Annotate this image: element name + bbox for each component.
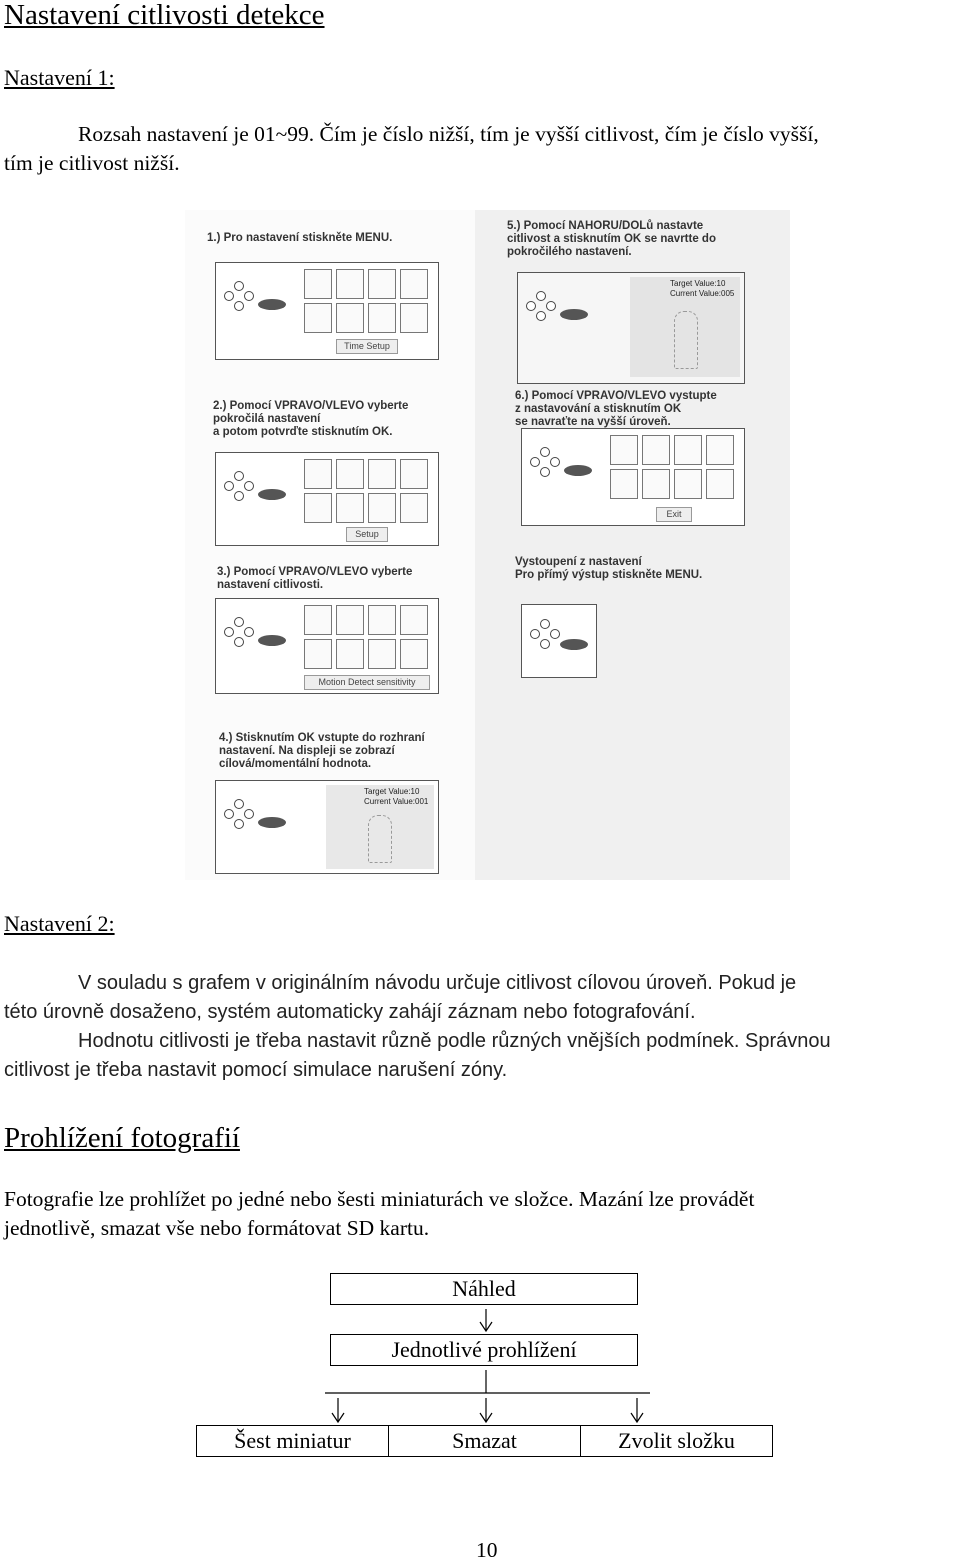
flow-box-delete: Smazat — [388, 1425, 580, 1457]
current-value: Current Value:005 — [670, 289, 735, 298]
target-value: Target Value:10 — [670, 279, 726, 288]
page-number: 10 — [476, 1538, 498, 1562]
menu-label: Time Setup — [336, 339, 398, 354]
setting2-line1: V souladu s grafem v originálním návodu určuje citlivost cílovou úroveň. Pokud je — [78, 972, 797, 994]
step-1-text: 1.) Pro nastavení stiskněte MENU. — [207, 232, 393, 244]
flow-box-six-thumbnails: Šest miniatur — [196, 1425, 388, 1457]
setting2-line4: citlivost je třeba nastavit pomocí simulace narušení zóny. — [4, 1059, 508, 1081]
step-4-text: 4.) Stisknutím OK vstupte do rozhraní nastavení. Na displeji se zobrazí cílová/momentální hodnota. — [219, 732, 425, 770]
setting1-text-line2: tím je citlivost nižší. — [4, 151, 180, 175]
menu-label: Motion Detect sensitivity — [304, 675, 430, 690]
flow-box-preview: Náhled — [330, 1273, 638, 1305]
photos-line1: Fotografie lze prohlížet po jedné nebo šesti miniaturách ve složce. Mazání lze provádět — [4, 1187, 755, 1211]
target-value: Target Value:10 — [364, 787, 420, 796]
step-5-text: 5.) Pomocí NAHORU/DOLů nastavte citlivost a stisknutím OK se navrtte do pokročilého nastavení. — [507, 220, 716, 258]
setting1-text-line1: Rozsah nastavení je 01~99. Čím je číslo nižší, tím je vyšší citlivost, čím je číslo vyšší, — [78, 122, 819, 146]
flow-box-single-view: Jednotlivé prohlížení — [330, 1334, 638, 1366]
menu-label: Setup — [346, 527, 388, 542]
flow-box-select-folder: Zvolit složku — [580, 1425, 773, 1457]
setting1-heading: Nastavení 1: — [4, 65, 115, 90]
step-3-text: 3.) Pomocí VPRAVO/VLEVO vyberte nastavení citlivosti. — [217, 566, 413, 591]
current-value: Current Value:001 — [364, 797, 429, 806]
page-title: Nastavení citlivosti detekce — [4, 0, 325, 31]
section-title-photos: Prohlížení fotografií — [4, 1122, 240, 1154]
photos-line2: jednotlivě, smazat vše nebo formátovat SD kartu. — [4, 1216, 430, 1240]
setting2-line3: Hodnotu citlivosti je třeba nastavit různě podle různých vnějších podmínek. Správnou — [78, 1030, 831, 1052]
step-2-text: 2.) Pomocí VPRAVO/VLEVO vyberte pokročilá nastavení a potom potvrďte stisknutím OK. — [213, 400, 409, 438]
setting2-heading: Nastavení 2: — [4, 911, 115, 936]
setting2-line2: této úrovně dosaženo, systém automaticky zahájí záznam nebo fotografování. — [4, 1001, 696, 1023]
menu-label: Exit — [656, 507, 692, 522]
exit-note-text: Vystoupení z nastavení Pro přímý výstup stiskněte MENU. — [515, 556, 703, 581]
step-6-text: 6.) Pomocí VPRAVO/VLEVO vystupte z nastavování a stisknutím OK se navraťte na vyšší úroveň. — [515, 390, 717, 428]
